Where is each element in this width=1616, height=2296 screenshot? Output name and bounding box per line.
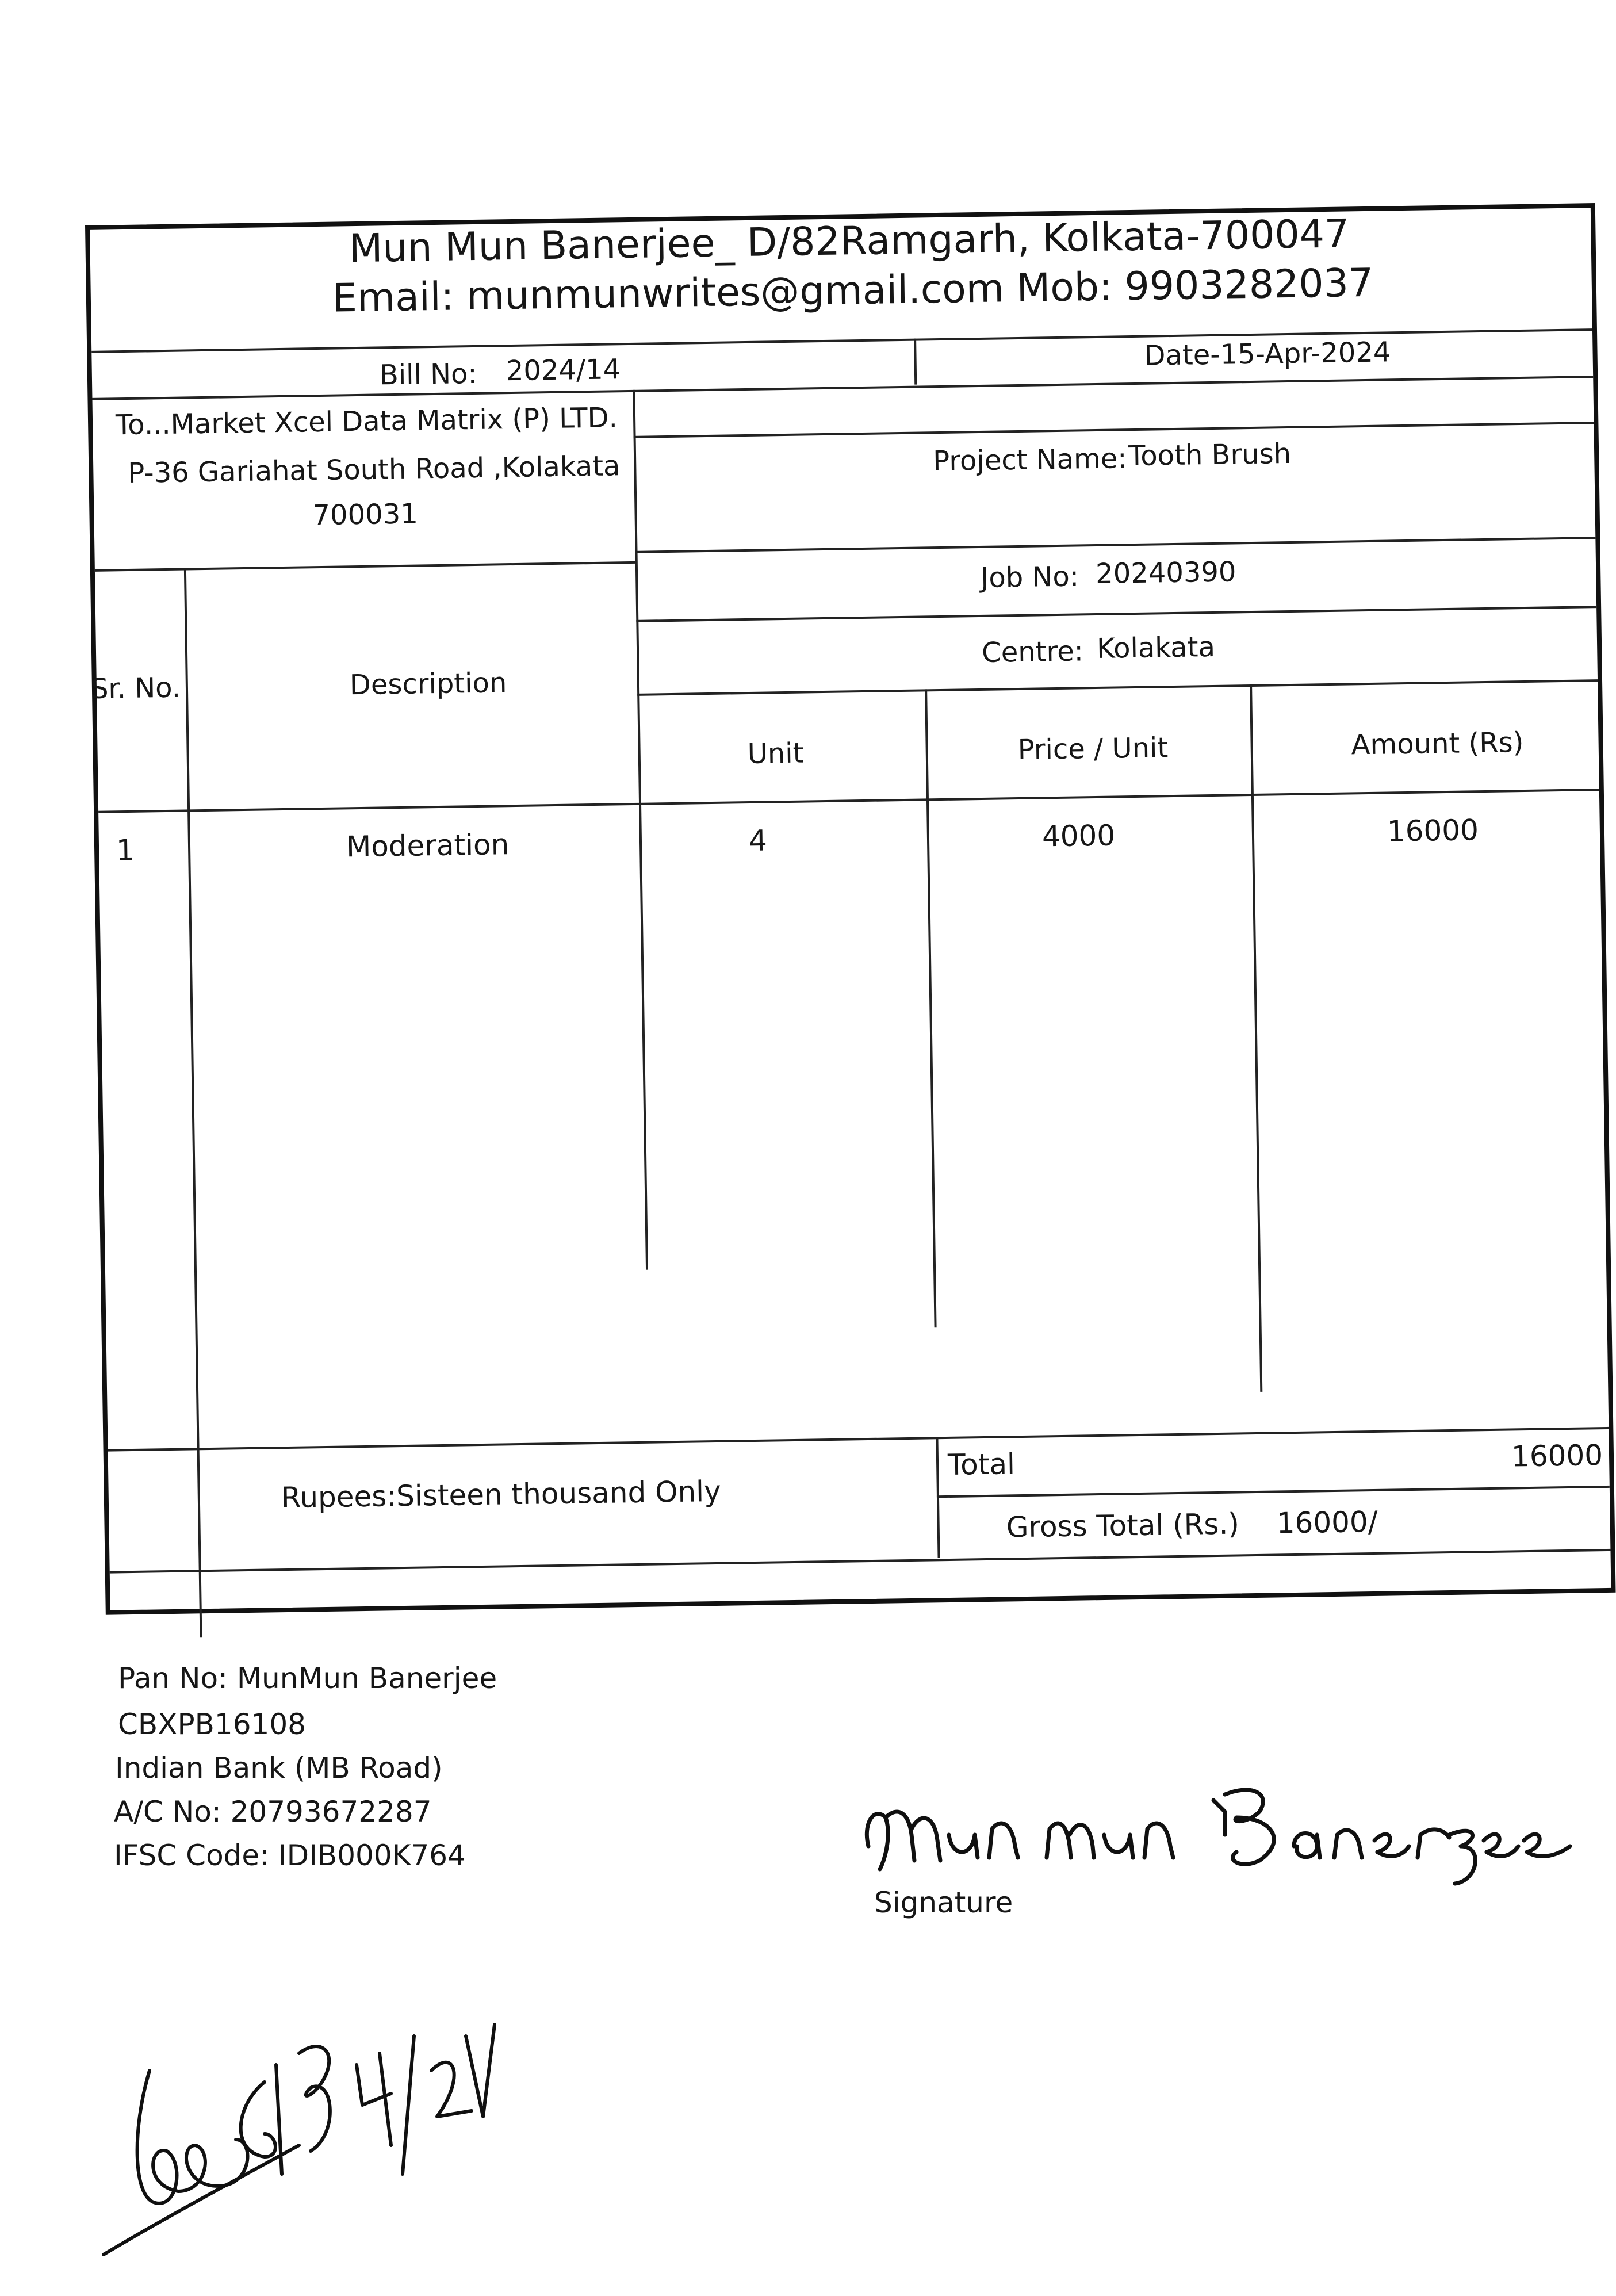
signature-label: Signature <box>874 1886 1013 1919</box>
to-address: P-36 Gariahat South Road ,Kolakata <box>127 450 621 489</box>
total-value: 16000 <box>1511 1438 1603 1474</box>
divider <box>1250 684 1262 1392</box>
centre-label: Centre: <box>981 635 1084 669</box>
divider <box>95 561 635 572</box>
invoice-frame <box>85 203 1616 1615</box>
divider <box>937 1486 1610 1498</box>
gross-total-label: Gross Total (Rs.) <box>1006 1507 1240 1544</box>
row-price: 4000 <box>1041 818 1116 854</box>
bank-name: Indian Bank (MB Road) <box>115 1751 443 1785</box>
handwritten-signature <box>857 1760 1587 1886</box>
header-unit: Unit <box>747 737 804 771</box>
gross-total-value: 16000/ <box>1276 1505 1378 1540</box>
header-sr-no: Sr. No. <box>90 671 181 705</box>
job-no-label: Job No: <box>980 560 1079 594</box>
project-name-label: Project Name: <box>932 442 1127 478</box>
divider <box>635 537 1595 553</box>
divider <box>108 1427 1609 1452</box>
row-amount: 16000 <box>1387 813 1479 848</box>
job-no-value: 20240390 <box>1095 556 1236 590</box>
divider <box>98 789 1599 813</box>
row-unit: 4 <box>748 824 768 858</box>
header-description: Description <box>349 667 507 702</box>
centre-value: Kolakata <box>1096 630 1216 665</box>
divider <box>925 689 936 1327</box>
divider <box>634 422 1594 438</box>
divider <box>633 390 648 1270</box>
divider <box>636 606 1596 622</box>
to-company: To...Market Xcel Data Matrix (P) LTD. <box>115 401 618 442</box>
to-pincode: 700031 <box>312 498 419 532</box>
header-address: Mun Mun Banerjee_ D/82Ramgarh, Kolkata-700047 <box>349 211 1350 272</box>
header-price-unit: Price / Unit <box>1017 732 1169 767</box>
pan-name: Pan No: MunMun Banerjee <box>118 1662 497 1695</box>
divider <box>110 1549 1611 1574</box>
divider <box>92 376 1593 400</box>
header-contact: Email: munmunwrites@gmail.com Mob: 9903282037 <box>332 260 1374 322</box>
total-label: Total <box>947 1447 1016 1482</box>
divider <box>914 339 917 385</box>
project-name-value: Tooth Brush <box>1128 437 1292 473</box>
amount-in-words: Rupees:Sisteen thousand Only <box>281 1474 722 1515</box>
divider <box>184 568 202 1637</box>
bill-date: Date-15-Apr-2024 <box>1144 336 1391 372</box>
pan-number: CBXPB16108 <box>118 1708 306 1741</box>
account-number: A/C No: 20793672287 <box>114 1795 432 1828</box>
handwritten-initials <box>92 2002 506 2266</box>
header-amount: Amount (Rs) <box>1351 726 1524 761</box>
ifsc-code: IFSC Code: IDIB000K764 <box>114 1839 466 1872</box>
bill-no-value: 2024/14 <box>506 353 621 388</box>
row-sr: 1 <box>116 833 135 867</box>
row-description: Moderation <box>346 828 510 864</box>
bill-no-label: Bill No: <box>379 357 477 392</box>
divider <box>637 679 1598 696</box>
